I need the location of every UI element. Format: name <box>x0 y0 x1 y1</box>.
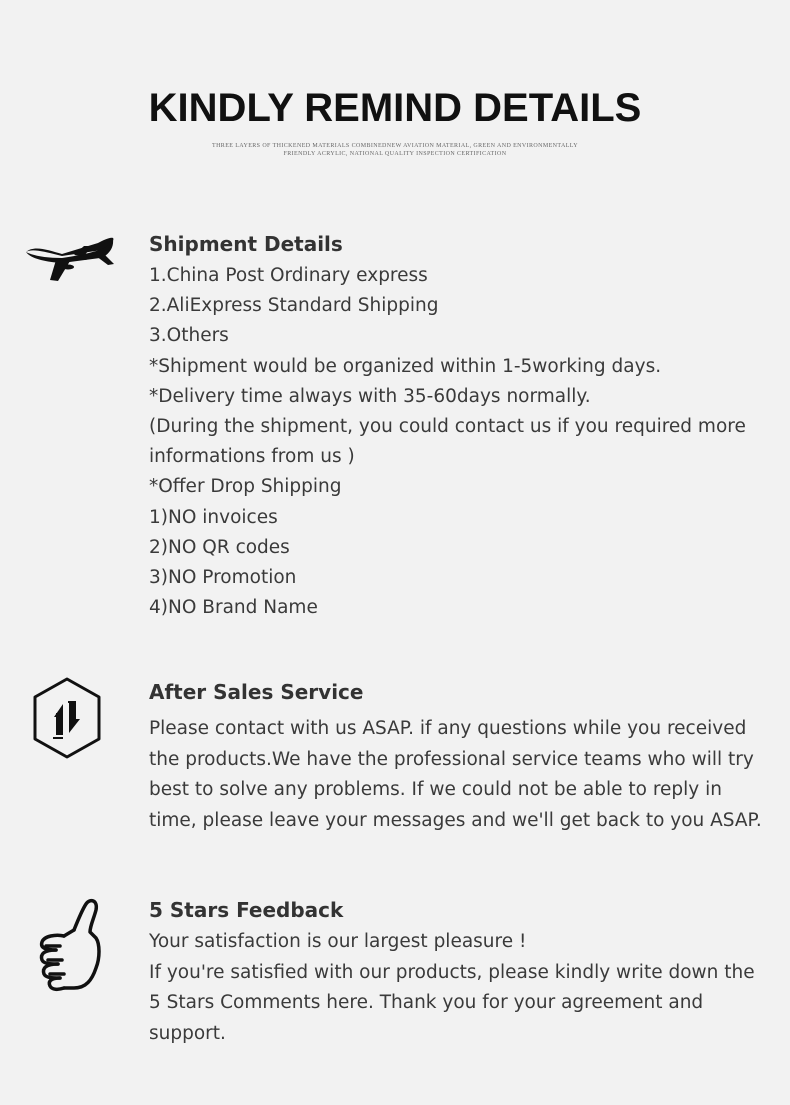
airplane-icon <box>22 234 116 284</box>
page-title: KINDLY REMIND DETAILS <box>148 86 642 130</box>
shipment-line: 3)NO Promotion <box>149 567 297 589</box>
shipment-line: 3.Others <box>149 325 229 347</box>
after-sales-heading: After Sales Service <box>149 680 364 704</box>
after-sales-text: Please contact with us ASAP. if any questions while you received the products.We have the professional service teams who will try best to solve any problems. If we could not be able to reply in time, please leave your messages and we'll get back to you ASAP. <box>149 718 762 831</box>
subtitle-line-2: FRIENDLY ACRYLIC, NATIONAL QUALITY INSPECTION CERTIFICATION <box>283 151 507 157</box>
shipment-line: (During the shipment, you could contact us if you required more <box>149 416 746 438</box>
page-subtitle <box>195 142 595 158</box>
feedback-heading: 5 Stars Feedback <box>149 898 344 922</box>
feedback-line-1: Your satisfaction is our largest pleasure ! <box>149 931 527 952</box>
shipment-heading: Shipment Details <box>149 232 343 256</box>
feedback-text: If you're satisfied with our products, please kindly write down the 5 Stars Comments here. Thank you for your agreement and support. <box>149 961 755 1044</box>
shipment-line: 1)NO invoices <box>149 506 278 528</box>
thumbs-up-icon <box>34 896 102 996</box>
after-sales-section <box>149 676 764 836</box>
subtitle-line-1: THREE LAYERS OF THICKENED MATERIALS COMBINEDNEW AVIATION MATERIAL, GREEN AND ENVIRONMENTALLY <box>212 143 578 149</box>
shipment-line: 2)NO QR codes <box>149 536 290 558</box>
shipment-line: informations from us ) <box>149 446 355 468</box>
feedback-section <box>149 894 764 1049</box>
shipment-line: *Shipment would be organized within 1-5working days. <box>149 355 662 377</box>
shipment-line: *Offer Drop Shipping <box>149 476 342 498</box>
shipment-line: 4)NO Brand Name <box>149 597 318 619</box>
exchange-arrows-hexagon-icon <box>32 677 102 759</box>
shipment-section <box>149 228 769 623</box>
shipment-line: 2.AliExpress Standard Shipping <box>149 295 439 317</box>
shipment-line: 1.China Post Ordinary express <box>149 265 428 286</box>
shipment-line: *Delivery time always with 35-60days normally. <box>149 385 591 407</box>
